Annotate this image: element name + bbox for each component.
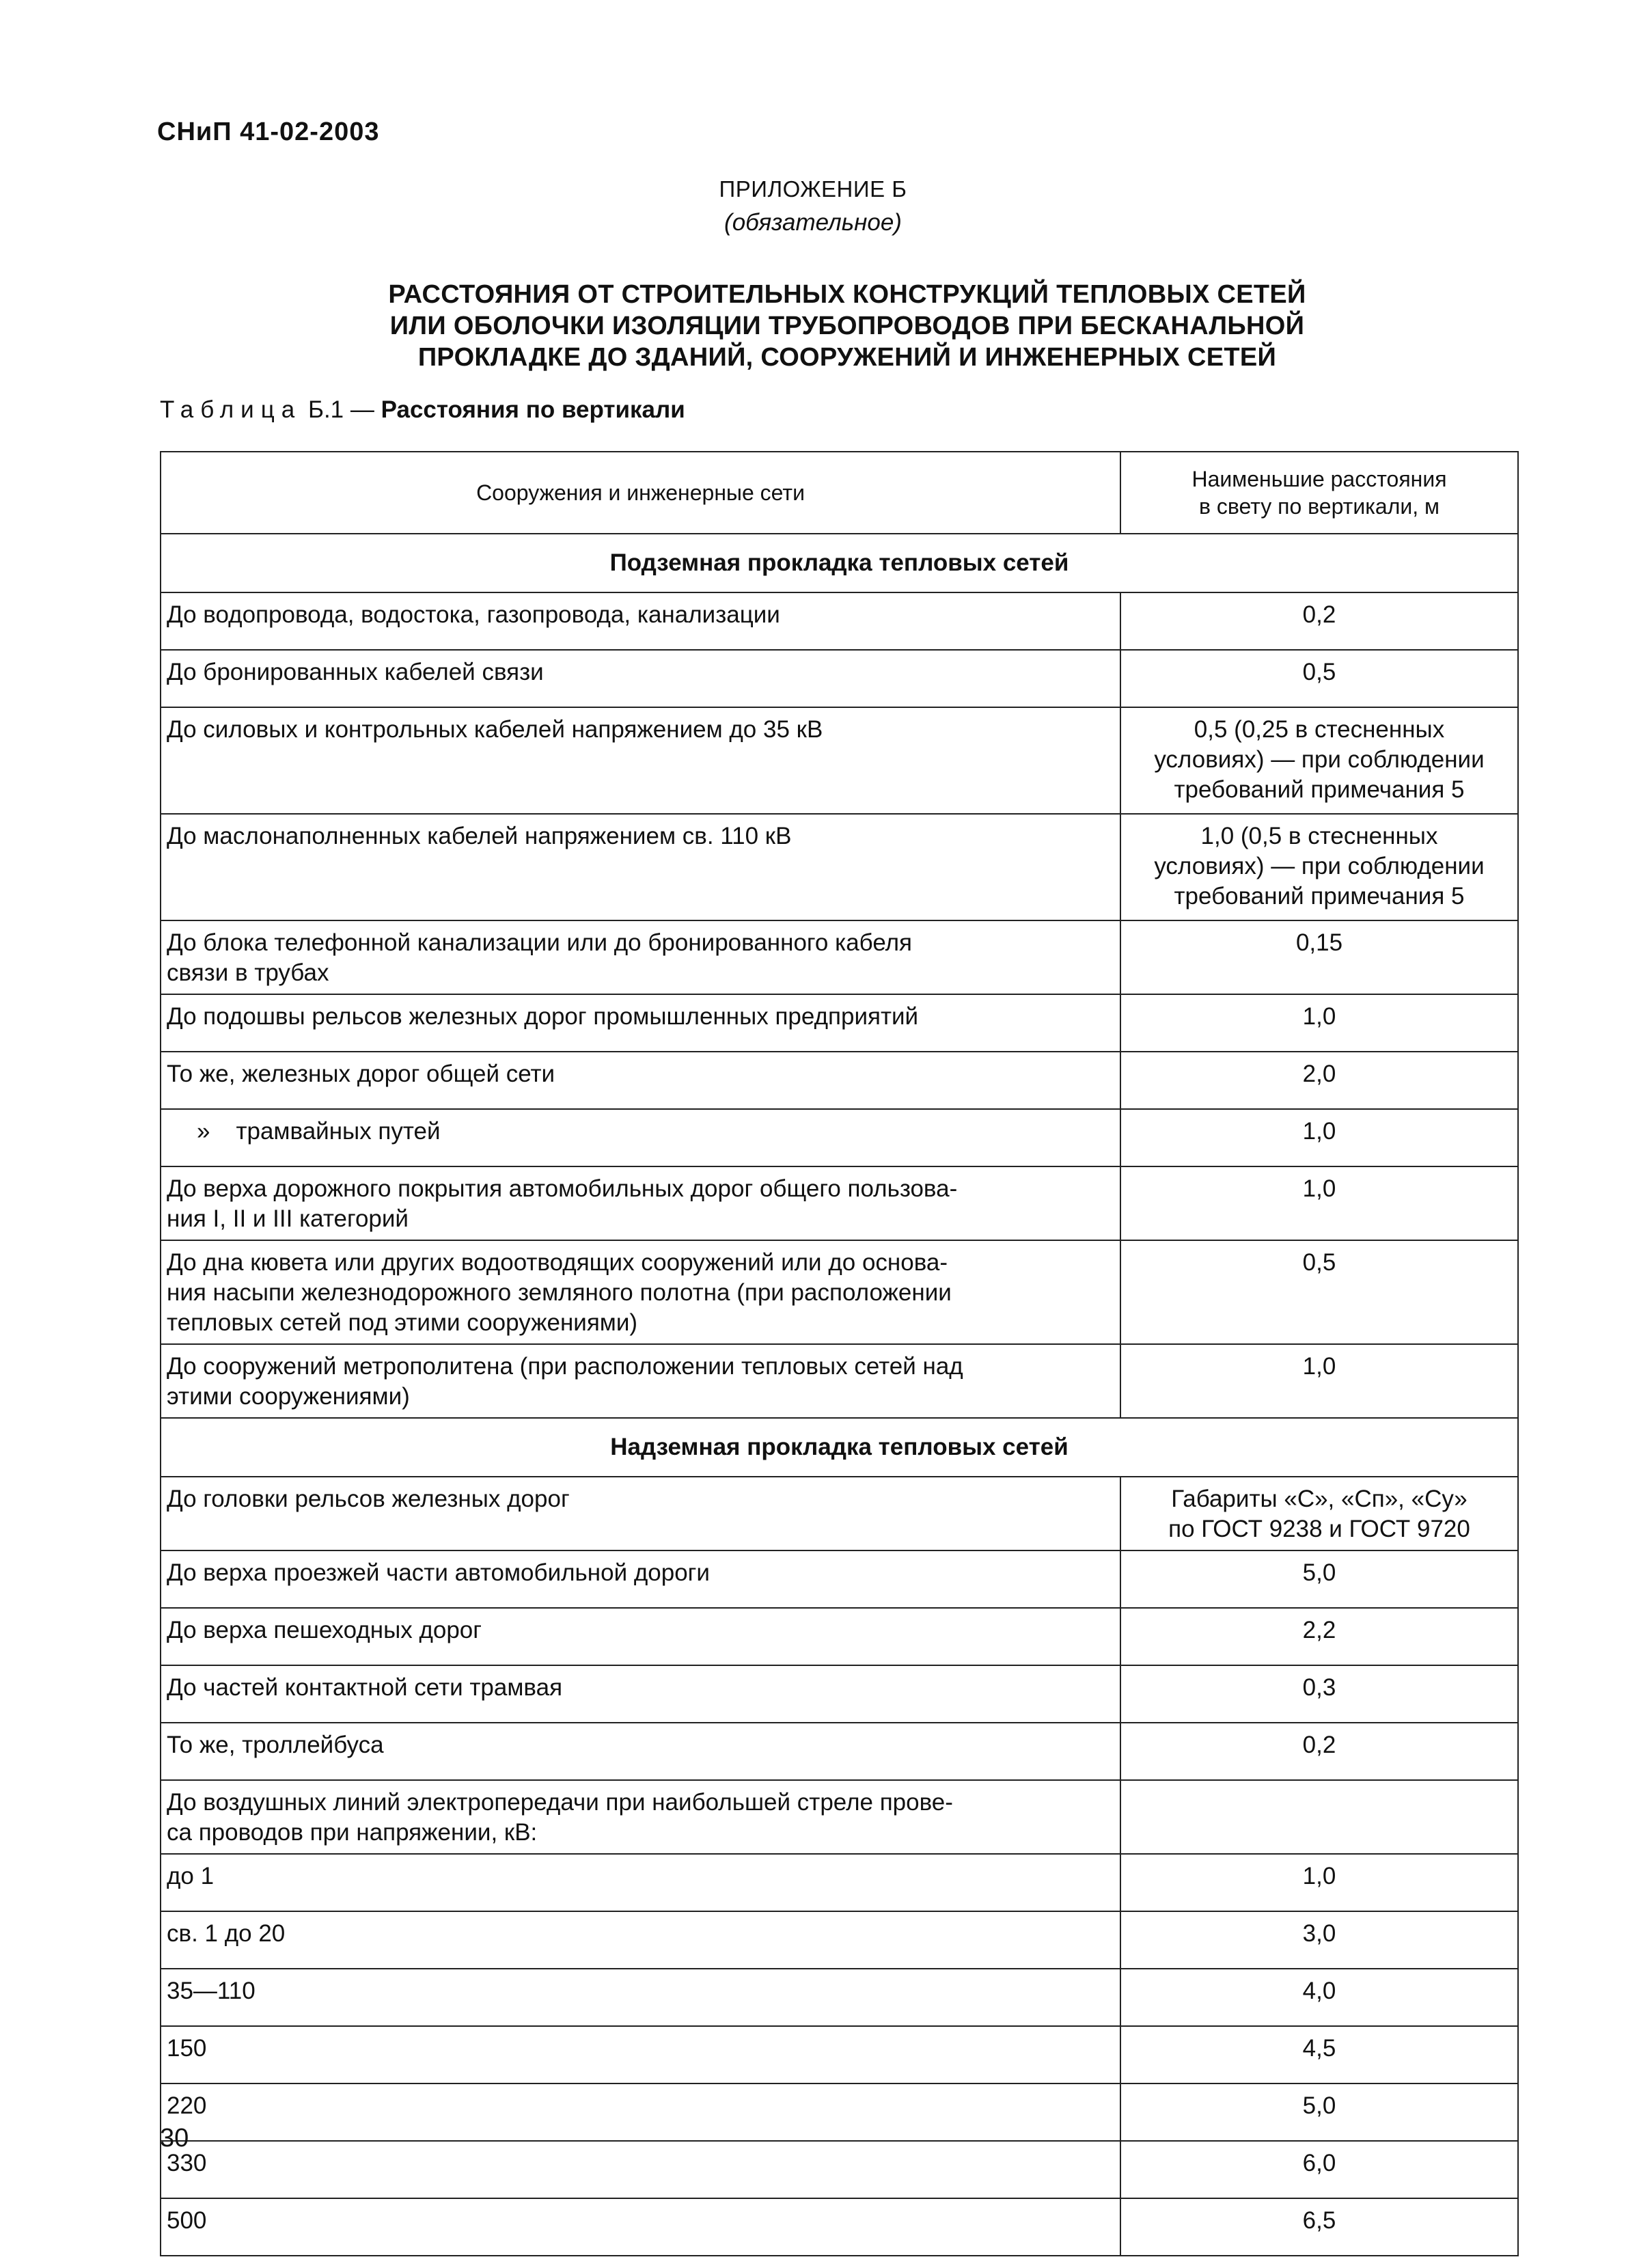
table-row — [161, 1854, 1518, 1911]
row-name: 35—110 — [161, 1969, 1120, 2026]
row-name: 500 — [161, 2198, 1120, 2256]
value-line: 1,0 (0,5 в стесненных — [1200, 823, 1438, 849]
caption-title: Расстояния по вертикали — [381, 396, 685, 423]
row-name: До подошвы рельсов железных дорог промышленных предприятий — [161, 994, 1120, 1052]
row-value: 2,0 — [1120, 1052, 1518, 1109]
row-value: 0,2 — [1120, 592, 1518, 650]
table-row — [161, 920, 1518, 994]
row-value: 1,0 — [1120, 1166, 1518, 1240]
name-line: ния I, II и III категорий — [167, 1205, 409, 1232]
column-header-structures: Сооружения и инженерные сети — [161, 452, 1120, 534]
name-line: тепловых сетей под этими сооружениями) — [167, 1309, 638, 1336]
table-row — [161, 1477, 1518, 1550]
table-row — [161, 1240, 1518, 1344]
header-line: Наименьшие расстояния — [1191, 467, 1447, 491]
value-line: 0,5 (0,25 в стесненных — [1194, 716, 1445, 743]
value-line: условиях) — при соблюдении — [1154, 746, 1485, 773]
document-code: СНиП 41-02-2003 — [157, 118, 380, 146]
row-name: 220 — [161, 2083, 1120, 2141]
row-value: 1,0 — [1120, 994, 1518, 1052]
row-value: 0,2 — [1120, 1723, 1518, 1780]
table-row — [161, 1344, 1518, 1418]
row-value-empty — [1120, 1780, 1518, 1854]
row-value: 6,5 — [1120, 2198, 1518, 2256]
distances-table — [160, 451, 1519, 2256]
section-row-underground — [161, 534, 1518, 592]
table-row — [161, 1109, 1518, 1166]
name-text: трамвайных путей — [236, 1118, 441, 1145]
row-value: 0,15 — [1120, 920, 1518, 994]
row-name: до 1 — [161, 1854, 1120, 1911]
name-line: До блока телефонной канализации или до бронированного кабеля — [167, 929, 912, 956]
name-line: До сооружений метрополитена (при расположении тепловых сетей над — [167, 1353, 963, 1380]
table-row — [161, 2083, 1518, 2141]
table-row — [161, 2026, 1518, 2083]
table-row — [161, 2198, 1518, 2256]
row-value: 5,0 — [1120, 1550, 1518, 1608]
name-line: До верха дорожного покрытия автомобильных дорог общего пользова- — [167, 1175, 958, 1202]
column-header-distance — [1120, 452, 1518, 534]
page-number: 30 — [160, 2124, 189, 2153]
heading-line: ПРОКЛАДКЕ ДО ЗДАНИЙ, СООРУЖЕНИЙ И ИНЖЕНЕРНЫХ СЕТЕЙ — [417, 343, 1277, 372]
table-row — [161, 1911, 1518, 1969]
row-value: 0,5 — [1120, 1240, 1518, 1344]
row-name — [161, 1166, 1120, 1240]
appendix-status: (обязательное) — [724, 209, 902, 236]
row-value: 5,0 — [1120, 2083, 1518, 2141]
table-row — [161, 1550, 1518, 1608]
row-name: До головки рельсов железных дорог — [161, 1477, 1120, 1550]
table-row — [161, 814, 1518, 920]
value-line: по ГОСТ 9238 и ГОСТ 9720 — [1168, 1516, 1470, 1542]
caption-number: Б.1 — — [307, 396, 374, 423]
row-name: До верха проезжей части автомобильной дороги — [161, 1550, 1120, 1608]
section-title: Подземная прокладка тепловых сетей — [161, 534, 1518, 592]
section-title: Надземная прокладка тепловых сетей — [161, 1418, 1518, 1477]
heading-line: ИЛИ ОБОЛОЧКИ ИЗОЛЯЦИИ ТРУБОПРОВОДОВ ПРИ БЕСКАНАЛЬНОЙ — [389, 312, 1305, 340]
table-row — [161, 1052, 1518, 1109]
row-value: 4,0 — [1120, 1969, 1518, 2026]
row-name: До маслонаполненных кабелей напряжением св. 110 кВ — [161, 814, 1120, 920]
row-name: св. 1 до 20 — [161, 1911, 1120, 1969]
name-line: са проводов при напряжении, кВ: — [167, 1819, 538, 1846]
table-caption — [160, 396, 685, 424]
value-line: Габариты «С», «Сп», «Су» — [1171, 1486, 1467, 1512]
heading-line: РАССТОЯНИЯ ОТ СТРОИТЕЛЬНЫХ КОНСТРУКЦИЙ ТЕПЛОВЫХ СЕТЕЙ — [388, 280, 1306, 309]
table-row — [161, 1723, 1518, 1780]
row-value: 6,0 — [1120, 2141, 1518, 2198]
name-line: ния насыпи железнодорожного земляного полотна (при расположении — [167, 1279, 952, 1306]
row-name — [161, 920, 1120, 994]
row-value: 0,5 — [1120, 650, 1518, 707]
row-value: 0,3 — [1120, 1665, 1518, 1723]
row-name — [161, 1109, 1120, 1166]
row-value: 3,0 — [1120, 1911, 1518, 1969]
table-row — [161, 592, 1518, 650]
value-line: условиях) — при соблюдении — [1154, 853, 1485, 879]
row-name: До водопровода, водостока, газопровода, канализации — [161, 592, 1120, 650]
name-line: До дна кювета или других водоотводящих сооружений или до основа- — [167, 1249, 948, 1276]
row-value: 4,5 — [1120, 2026, 1518, 2083]
row-value — [1120, 707, 1518, 814]
table-row — [161, 707, 1518, 814]
row-name — [161, 1240, 1120, 1344]
main-heading — [205, 279, 1489, 373]
name-line: связи в трубах — [167, 959, 329, 986]
row-value: 2,2 — [1120, 1608, 1518, 1665]
row-name: То же, железных дорог общей сети — [161, 1052, 1120, 1109]
row-value — [1120, 814, 1518, 920]
appendix-title: ПРИЛОЖЕНИЕ Б — [719, 176, 907, 202]
row-value: 1,0 — [1120, 1109, 1518, 1166]
value-line: требований примечания 5 — [1174, 883, 1465, 910]
header-line: в свету по вертикали, м — [1198, 494, 1440, 519]
row-name: До силовых и контрольных кабелей напряжением до 35 кВ — [161, 707, 1120, 814]
table-row — [161, 2141, 1518, 2198]
caption-word: Таблица — [160, 396, 302, 423]
section-row-aboveground — [161, 1418, 1518, 1477]
row-value — [1120, 1477, 1518, 1550]
name-line: этими сооружениями) — [167, 1383, 410, 1410]
row-name: 330 — [161, 2141, 1120, 2198]
row-value: 1,0 — [1120, 1854, 1518, 1911]
name-line: До воздушных линий электропередачи при наибольшей стреле прове- — [167, 1789, 953, 1816]
table-row — [161, 1780, 1518, 1854]
value-line: требований примечания 5 — [1174, 776, 1465, 803]
table-row — [161, 1969, 1518, 2026]
table-row — [161, 1166, 1518, 1240]
row-name: До бронированных кабелей связи — [161, 650, 1120, 707]
row-name: То же, троллейбуса — [161, 1723, 1120, 1780]
table-row — [161, 1608, 1518, 1665]
row-name — [161, 1344, 1120, 1418]
ditto-mark: » — [197, 1118, 210, 1145]
row-name: 150 — [161, 2026, 1120, 2083]
row-name — [161, 1780, 1120, 1854]
row-value: 1,0 — [1120, 1344, 1518, 1418]
table-row — [161, 650, 1518, 707]
table-row — [161, 994, 1518, 1052]
table-header-row — [161, 452, 1518, 534]
table-row — [161, 1665, 1518, 1723]
row-name: До частей контактной сети трамвая — [161, 1665, 1120, 1723]
row-name: До верха пешеходных дорог — [161, 1608, 1120, 1665]
